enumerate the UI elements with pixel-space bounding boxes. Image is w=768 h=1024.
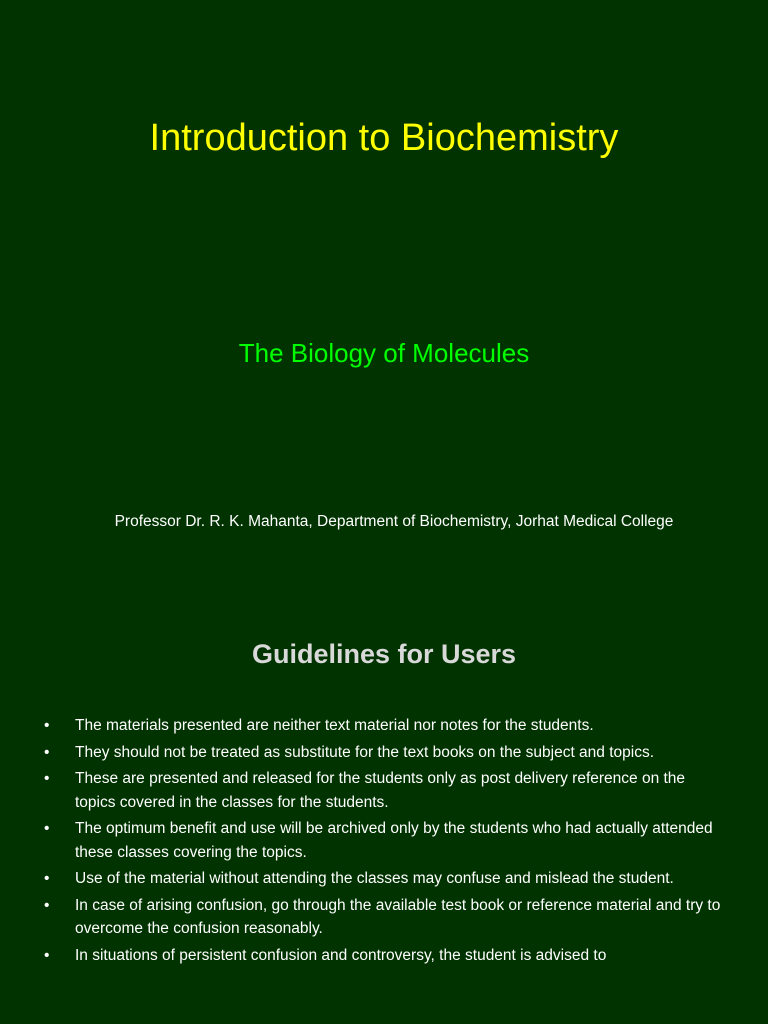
- list-item-text: The optimum benefit and use will be archived only by the students who had actually attended these classes covering the topics.: [75, 820, 713, 861]
- list-item-text: In situations of persistent confusion and controversy, the student is advised to: [75, 946, 607, 964]
- slide-title: Introduction to Biochemistry: [149, 117, 619, 159]
- bullet-icon: •: [44, 743, 50, 761]
- list-item-text: The materials presented are neither text material nor notes for the students.: [75, 717, 594, 734]
- list-item: [44, 894, 724, 941]
- list-item-text: In case of arising confusion, go through the available test book or reference material and try to overcome the confusion reasonably.: [75, 896, 721, 937]
- list-item: [44, 741, 724, 765]
- list-item: [44, 867, 724, 891]
- list-item-text: They should not be treated as substitute for the text books on the subject and topics.: [75, 743, 655, 761]
- bullet-icon: •: [44, 870, 50, 887]
- slide-subtitle: The Biology of Molecules: [238, 338, 530, 368]
- bullet-icon: •: [44, 946, 50, 964]
- author-line: Professor Dr. R. K. Mahanta, Department of Biochemistry, Jorhat Medical College: [114, 513, 674, 530]
- bullet-icon: •: [44, 770, 50, 787]
- guidelines-list: [44, 714, 724, 970]
- guidelines-heading: Guidelines for Users: [251, 639, 517, 669]
- bullet-icon: •: [44, 820, 50, 837]
- list-item-text: These are presented and released for the students only as post delivery reference on the topics covered in the classes for the students.: [75, 770, 686, 811]
- list-item: [44, 714, 724, 738]
- list-item: [44, 767, 724, 814]
- list-item: [44, 817, 724, 864]
- bullet-icon: •: [44, 896, 50, 914]
- list-item: [44, 944, 724, 968]
- bullet-icon: •: [44, 717, 50, 734]
- list-item-text: Use of the material without attending the classes may confuse and mislead the student.: [75, 870, 674, 887]
